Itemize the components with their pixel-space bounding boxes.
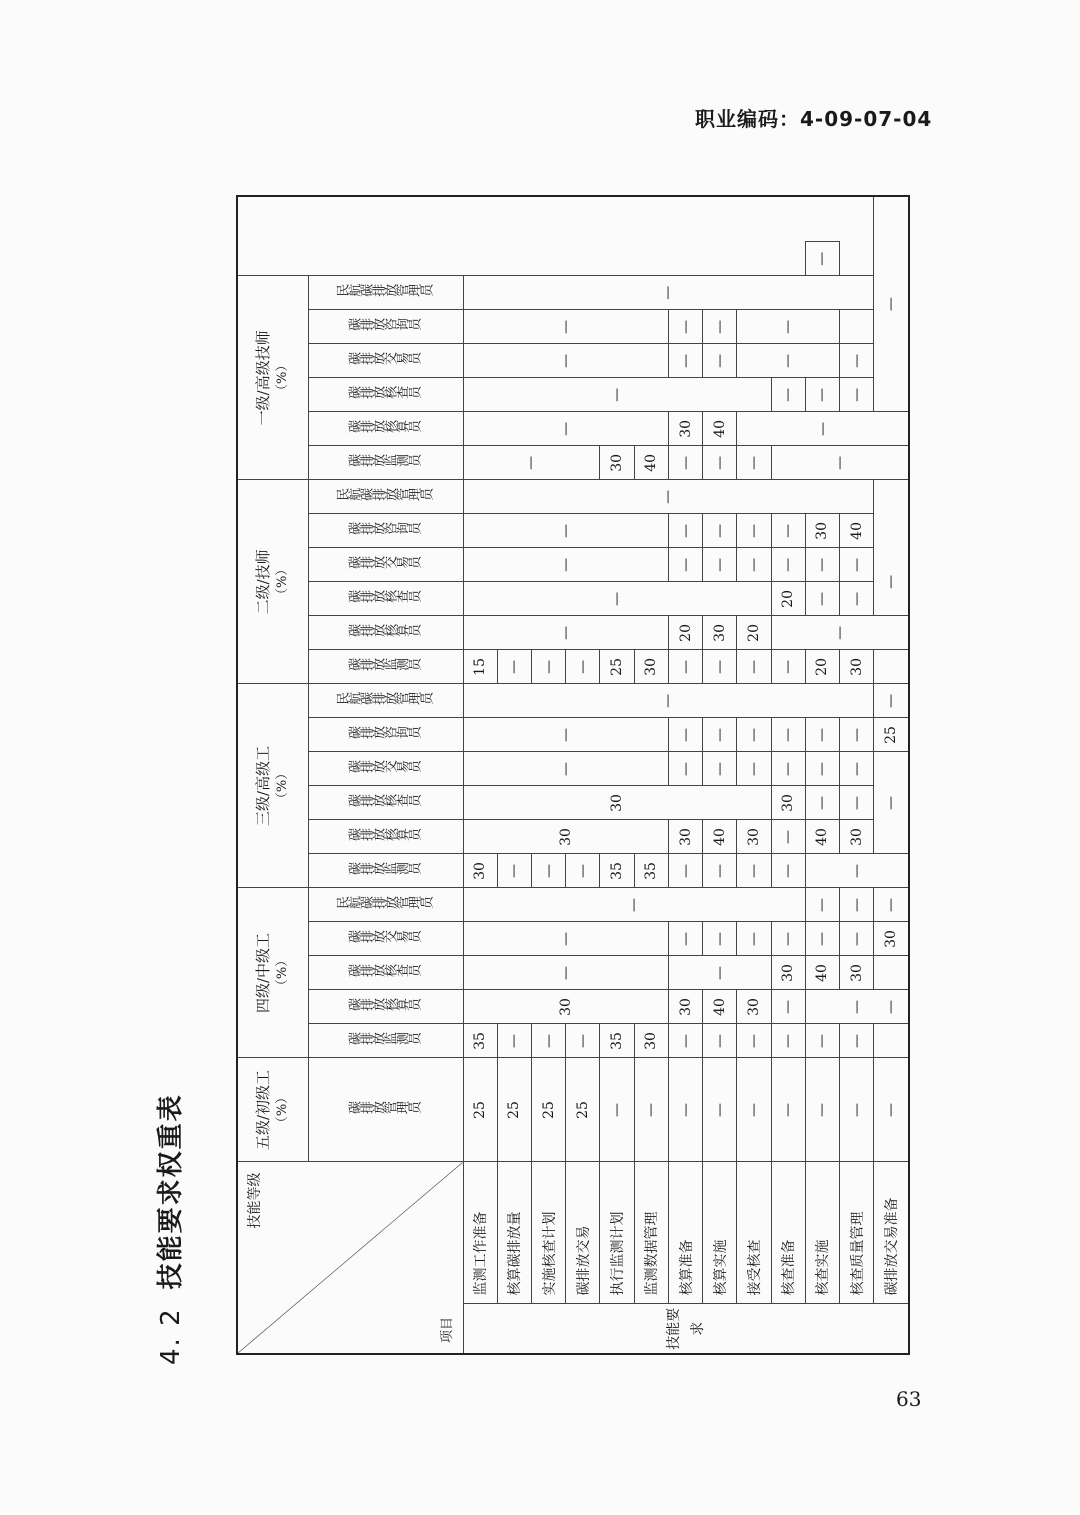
- value-cell: —: [874, 480, 909, 684]
- role-name: 碳排放核算员: [347, 828, 420, 844]
- skill-name: 核查实施: [805, 1162, 839, 1304]
- level-header-row: [237, 196, 308, 1354]
- value-cell: 40: [840, 514, 874, 548]
- value-cell: 30: [737, 820, 771, 854]
- value-cell: —: [703, 310, 737, 344]
- value-cell: 30: [634, 1024, 668, 1058]
- value-cell: —: [737, 922, 771, 956]
- value-cell: —: [703, 548, 737, 582]
- value-cell: —: [771, 548, 805, 582]
- occupation-code: 职业编码：4-09-07-04: [695, 107, 933, 131]
- value-cell: —: [737, 412, 909, 446]
- value-cell: 20: [805, 650, 839, 684]
- value-cell: 30: [737, 990, 771, 1024]
- role-l2-avi: [308, 480, 463, 514]
- value-cell: —: [668, 956, 771, 990]
- level-header-l2: [237, 480, 308, 684]
- skill-weight-table-wrapper: [236, 195, 910, 1355]
- role-l2-cons: [308, 514, 463, 548]
- value-cell: —: [634, 1058, 668, 1162]
- role-name: 碳排放核查员: [347, 590, 420, 606]
- value-cell: —: [463, 310, 668, 344]
- skill-weight-table: [236, 195, 910, 1355]
- table-row: [463, 196, 497, 1354]
- value-cell: —: [840, 888, 874, 922]
- value-cell: —: [668, 718, 702, 752]
- role-name: 碳排放管理员: [347, 1102, 420, 1117]
- role-l1-avi: [308, 276, 463, 310]
- table-row: [703, 196, 737, 1354]
- role-l3-ver: [308, 786, 463, 820]
- value-cell: —: [463, 378, 771, 412]
- value-cell: —: [668, 1058, 702, 1162]
- level-header-l3: [237, 684, 308, 888]
- value-cell: 30: [600, 446, 634, 480]
- value-cell: 25: [497, 1058, 531, 1162]
- diagonal-line: [238, 1163, 463, 1354]
- value-cell: 30: [840, 820, 874, 854]
- value-cell: —: [668, 1024, 702, 1058]
- role-name: 碳排放交易员: [347, 352, 420, 368]
- value-cell: —: [737, 752, 771, 786]
- value-cell: —: [737, 854, 771, 888]
- value-cell: 40: [805, 956, 839, 990]
- value-cell: 30: [771, 956, 805, 990]
- value-cell: —: [703, 752, 737, 786]
- value-cell: —: [668, 548, 702, 582]
- role-l4-ver: [308, 956, 463, 990]
- value-cell: —: [737, 514, 771, 548]
- value-cell: —: [840, 1024, 874, 1058]
- value-cell: —: [840, 752, 874, 786]
- value-cell: 25: [463, 1058, 497, 1162]
- value-cell: —: [840, 1058, 874, 1162]
- skill-name: 执行监测计划: [600, 1162, 634, 1304]
- value-cell: 30: [668, 412, 702, 446]
- value-cell: —: [737, 650, 771, 684]
- table-row: [737, 196, 771, 1354]
- role-l1-mon: [308, 446, 463, 480]
- value-cell: —: [668, 854, 702, 888]
- role-name: 碳排放监测员: [347, 1033, 420, 1048]
- value-cell: —: [840, 786, 874, 820]
- role-l4-avi: [308, 888, 463, 922]
- role-name: 碳排放核查员: [347, 965, 420, 980]
- role-l1-trade: [308, 344, 463, 378]
- value-cell: —: [703, 650, 737, 684]
- role-l1-cons: [308, 310, 463, 344]
- corner-bottom-label: 项目: [439, 1316, 455, 1343]
- value-cell: —: [771, 1058, 805, 1162]
- role-l1-ver: [308, 378, 463, 412]
- value-cell: —: [805, 378, 839, 412]
- value-cell: —: [771, 378, 805, 412]
- value-cell: —: [463, 888, 805, 922]
- skill-name: 接受核查: [737, 1162, 771, 1304]
- role-l3-trade: [308, 752, 463, 786]
- value-cell: —: [737, 1024, 771, 1058]
- role-name: 民航碳排放管理员: [335, 896, 432, 912]
- value-cell: —: [840, 548, 874, 582]
- section-number: 4. 2: [156, 1307, 186, 1365]
- value-cell: —: [703, 514, 737, 548]
- role-l2-mon: [308, 650, 463, 684]
- role-name: 碳排放核算员: [347, 624, 420, 640]
- value-cell: —: [805, 854, 909, 888]
- value-cell: 25: [531, 1058, 565, 1162]
- value-cell: —: [463, 344, 668, 378]
- skill-name: 核查质量管理: [840, 1162, 874, 1304]
- value-cell: 20: [668, 616, 702, 650]
- value-cell: —: [668, 344, 702, 378]
- role-name: 碳排放交易员: [347, 556, 420, 572]
- value-cell: —: [463, 276, 874, 310]
- value-cell: —: [463, 412, 668, 446]
- section-title-text: 技能要求权重表: [156, 1093, 186, 1290]
- value-cell: 30: [463, 990, 668, 1024]
- value-cell: —: [463, 446, 600, 480]
- corner-header: [237, 1162, 463, 1354]
- value-cell: —: [771, 616, 909, 650]
- value-cell: —: [703, 344, 737, 378]
- role-l2-acc: [308, 616, 463, 650]
- value-cell: —: [805, 718, 839, 752]
- value-cell: —: [771, 752, 805, 786]
- value-cell: —: [463, 480, 874, 514]
- role-name: 民航碳排放管理员: [335, 488, 432, 504]
- role-name: 碳排放核算员: [347, 999, 420, 1014]
- role-name: 碳排放监测员: [347, 658, 420, 674]
- value-cell: —: [840, 344, 874, 378]
- role-l3-avi: [308, 684, 463, 718]
- skill-name: 碳排放交易准备: [874, 1162, 909, 1304]
- category-label: 技能要求: [463, 1304, 909, 1354]
- level-name: 四级/中级工: [253, 932, 272, 1014]
- level-pct: （%）: [274, 562, 290, 602]
- skill-name: 监测工作准备: [463, 1162, 497, 1304]
- role-name: 民航碳排放管理员: [335, 692, 432, 708]
- value-cell: —: [668, 514, 702, 548]
- value-cell: —: [805, 786, 839, 820]
- value-cell: —: [771, 446, 909, 480]
- value-cell: 40: [634, 446, 668, 480]
- value-cell: —: [840, 582, 874, 616]
- value-cell: 30: [703, 616, 737, 650]
- value-cell: —: [463, 616, 668, 650]
- value-cell: —: [771, 820, 805, 854]
- value-cell: —: [805, 990, 909, 1024]
- level-pct: （%）: [274, 358, 290, 397]
- level-header-l1: [237, 276, 308, 480]
- value-cell: 30: [840, 650, 874, 684]
- value-cell: —: [497, 650, 531, 684]
- role-l4-acc: [308, 990, 463, 1024]
- role-l5-mgmt: [308, 1058, 463, 1162]
- table-row: [874, 196, 909, 1354]
- level-name: 五级/初级工: [253, 1069, 272, 1151]
- value-cell: —: [737, 446, 771, 480]
- value-cell: 30: [463, 786, 771, 820]
- value-cell: —: [600, 1058, 634, 1162]
- value-cell: 35: [600, 1024, 634, 1058]
- value-cell: —: [463, 548, 668, 582]
- value-cell: 30: [771, 786, 805, 820]
- value-cell: —: [703, 718, 737, 752]
- value-cell: 25: [566, 1058, 600, 1162]
- value-cell: —: [531, 650, 565, 684]
- role-name: 碳排放咨询员: [347, 522, 420, 538]
- role-l4-mon: [308, 1024, 463, 1058]
- value-cell: 40: [703, 412, 737, 446]
- role-l1-acc: [308, 412, 463, 446]
- level-header-l4: [237, 888, 308, 1058]
- role-l3-mon: [308, 854, 463, 888]
- value-cell: 40: [703, 990, 737, 1024]
- skill-name: 实施核查计划: [531, 1162, 565, 1304]
- value-cell: —: [463, 684, 874, 718]
- value-cell: —: [840, 378, 874, 412]
- value-cell: —: [531, 1024, 565, 1058]
- value-cell: 25: [600, 650, 634, 684]
- value-cell: 30: [668, 820, 702, 854]
- value-cell: —: [668, 650, 702, 684]
- value-cell: 30: [634, 650, 668, 684]
- role-name: 碳排放监测员: [347, 862, 420, 878]
- level-name: 一级/高级技师: [253, 330, 272, 426]
- section-title: [150, 1093, 187, 1365]
- value-cell: —: [874, 684, 909, 718]
- value-cell: —: [703, 922, 737, 956]
- value-cell: —: [840, 922, 874, 956]
- skill-name: 核查准备: [771, 1162, 805, 1304]
- value-cell: —: [874, 752, 909, 854]
- role-l2-ver: [308, 582, 463, 616]
- value-cell: —: [463, 718, 668, 752]
- value-cell: —: [566, 854, 600, 888]
- role-l2-trade: [308, 548, 463, 582]
- value-cell: —: [463, 752, 668, 786]
- value-cell: —: [805, 242, 839, 276]
- value-cell: —: [874, 888, 909, 922]
- value-cell: —: [703, 854, 737, 888]
- value-cell: —: [668, 922, 702, 956]
- value-cell: —: [805, 888, 839, 922]
- role-name: 碳排放咨询员: [347, 726, 420, 742]
- value-cell: 25: [874, 718, 909, 752]
- role-name: 碳排放核查员: [347, 794, 420, 810]
- value-cell: 30: [463, 820, 668, 854]
- value-cell: —: [771, 854, 805, 888]
- value-cell: —: [771, 718, 805, 752]
- value-cell: —: [703, 1024, 737, 1058]
- value-cell: 40: [703, 820, 737, 854]
- value-cell: 30: [668, 990, 702, 1024]
- value-cell: —: [805, 752, 839, 786]
- skill-name: 监测数据管理: [634, 1162, 668, 1304]
- value-cell: —: [668, 310, 702, 344]
- value-cell: —: [497, 854, 531, 888]
- value-cell: —: [463, 922, 668, 956]
- role-l3-cons: [308, 718, 463, 752]
- value-cell: —: [737, 548, 771, 582]
- value-cell: —: [805, 922, 839, 956]
- value-cell: —: [737, 718, 771, 752]
- role-name: 碳排放核算员: [347, 420, 420, 436]
- level-pct: （%）: [274, 953, 290, 993]
- role-name: 碳排放核查员: [347, 386, 420, 402]
- level-header-l5: [237, 1058, 308, 1162]
- value-cell: 15: [463, 650, 497, 684]
- value-cell: 35: [634, 854, 668, 888]
- level-name: 二级/技师: [253, 549, 272, 615]
- value-cell: —: [771, 514, 805, 548]
- value-cell: —: [805, 548, 839, 582]
- value-cell: —: [531, 854, 565, 888]
- skill-name: 核算碳排放量: [497, 1162, 531, 1304]
- value-cell: —: [566, 1024, 600, 1058]
- value-cell: —: [874, 1058, 909, 1162]
- value-cell: —: [737, 310, 840, 344]
- value-cell: —: [805, 1024, 839, 1058]
- table-row: [668, 196, 702, 1354]
- value-cell: —: [463, 582, 771, 616]
- page-number: 63: [896, 1387, 922, 1411]
- value-cell: 30: [805, 514, 839, 548]
- value-cell: 35: [600, 854, 634, 888]
- corner-top-label: 技能等级: [247, 1172, 263, 1229]
- value-cell: 35: [463, 1024, 497, 1058]
- value-cell: —: [497, 1024, 531, 1058]
- level-pct: （%）: [274, 1090, 290, 1130]
- value-cell: —: [805, 582, 839, 616]
- value-cell: 20: [771, 582, 805, 616]
- value-cell: —: [840, 718, 874, 752]
- level-name: 三级/高级工: [253, 745, 272, 826]
- value-cell: —: [771, 1024, 805, 1058]
- value-cell: —: [566, 650, 600, 684]
- role-name: 民航碳排放管理员: [335, 284, 432, 300]
- table-row: [840, 196, 874, 1354]
- skill-name: 核算准备: [668, 1162, 702, 1304]
- value-cell: 30: [874, 922, 909, 956]
- role-name: 碳排放交易员: [347, 760, 420, 776]
- value-cell: 30: [463, 854, 497, 888]
- value-cell: —: [668, 446, 702, 480]
- role-name: 碳排放交易员: [347, 931, 420, 946]
- role-name: 碳排放监测员: [347, 454, 420, 470]
- value-cell: —: [737, 1058, 771, 1162]
- value-cell: —: [874, 956, 909, 1058]
- value-cell: —: [771, 650, 805, 684]
- value-cell: —: [737, 344, 840, 378]
- skill-name: 核算实施: [703, 1162, 737, 1304]
- role-l4-trade: [308, 922, 463, 956]
- level-pct: （%）: [274, 766, 290, 806]
- value-cell: —: [805, 1058, 839, 1162]
- value-cell: —: [771, 990, 805, 1024]
- value-cell: —: [874, 196, 909, 412]
- value-cell: —: [771, 922, 805, 956]
- value-cell: 20: [737, 616, 771, 650]
- value-cell: —: [703, 446, 737, 480]
- value-cell: —: [668, 752, 702, 786]
- value-cell: —: [703, 1058, 737, 1162]
- value-cell: 40: [805, 820, 839, 854]
- value-cell: 30: [840, 956, 874, 990]
- role-l3-acc: [308, 820, 463, 854]
- skill-name: 碳排放交易: [566, 1162, 600, 1304]
- value-cell: —: [463, 956, 668, 990]
- role-name: 碳排放咨询员: [347, 318, 420, 334]
- value-cell: —: [463, 514, 668, 548]
